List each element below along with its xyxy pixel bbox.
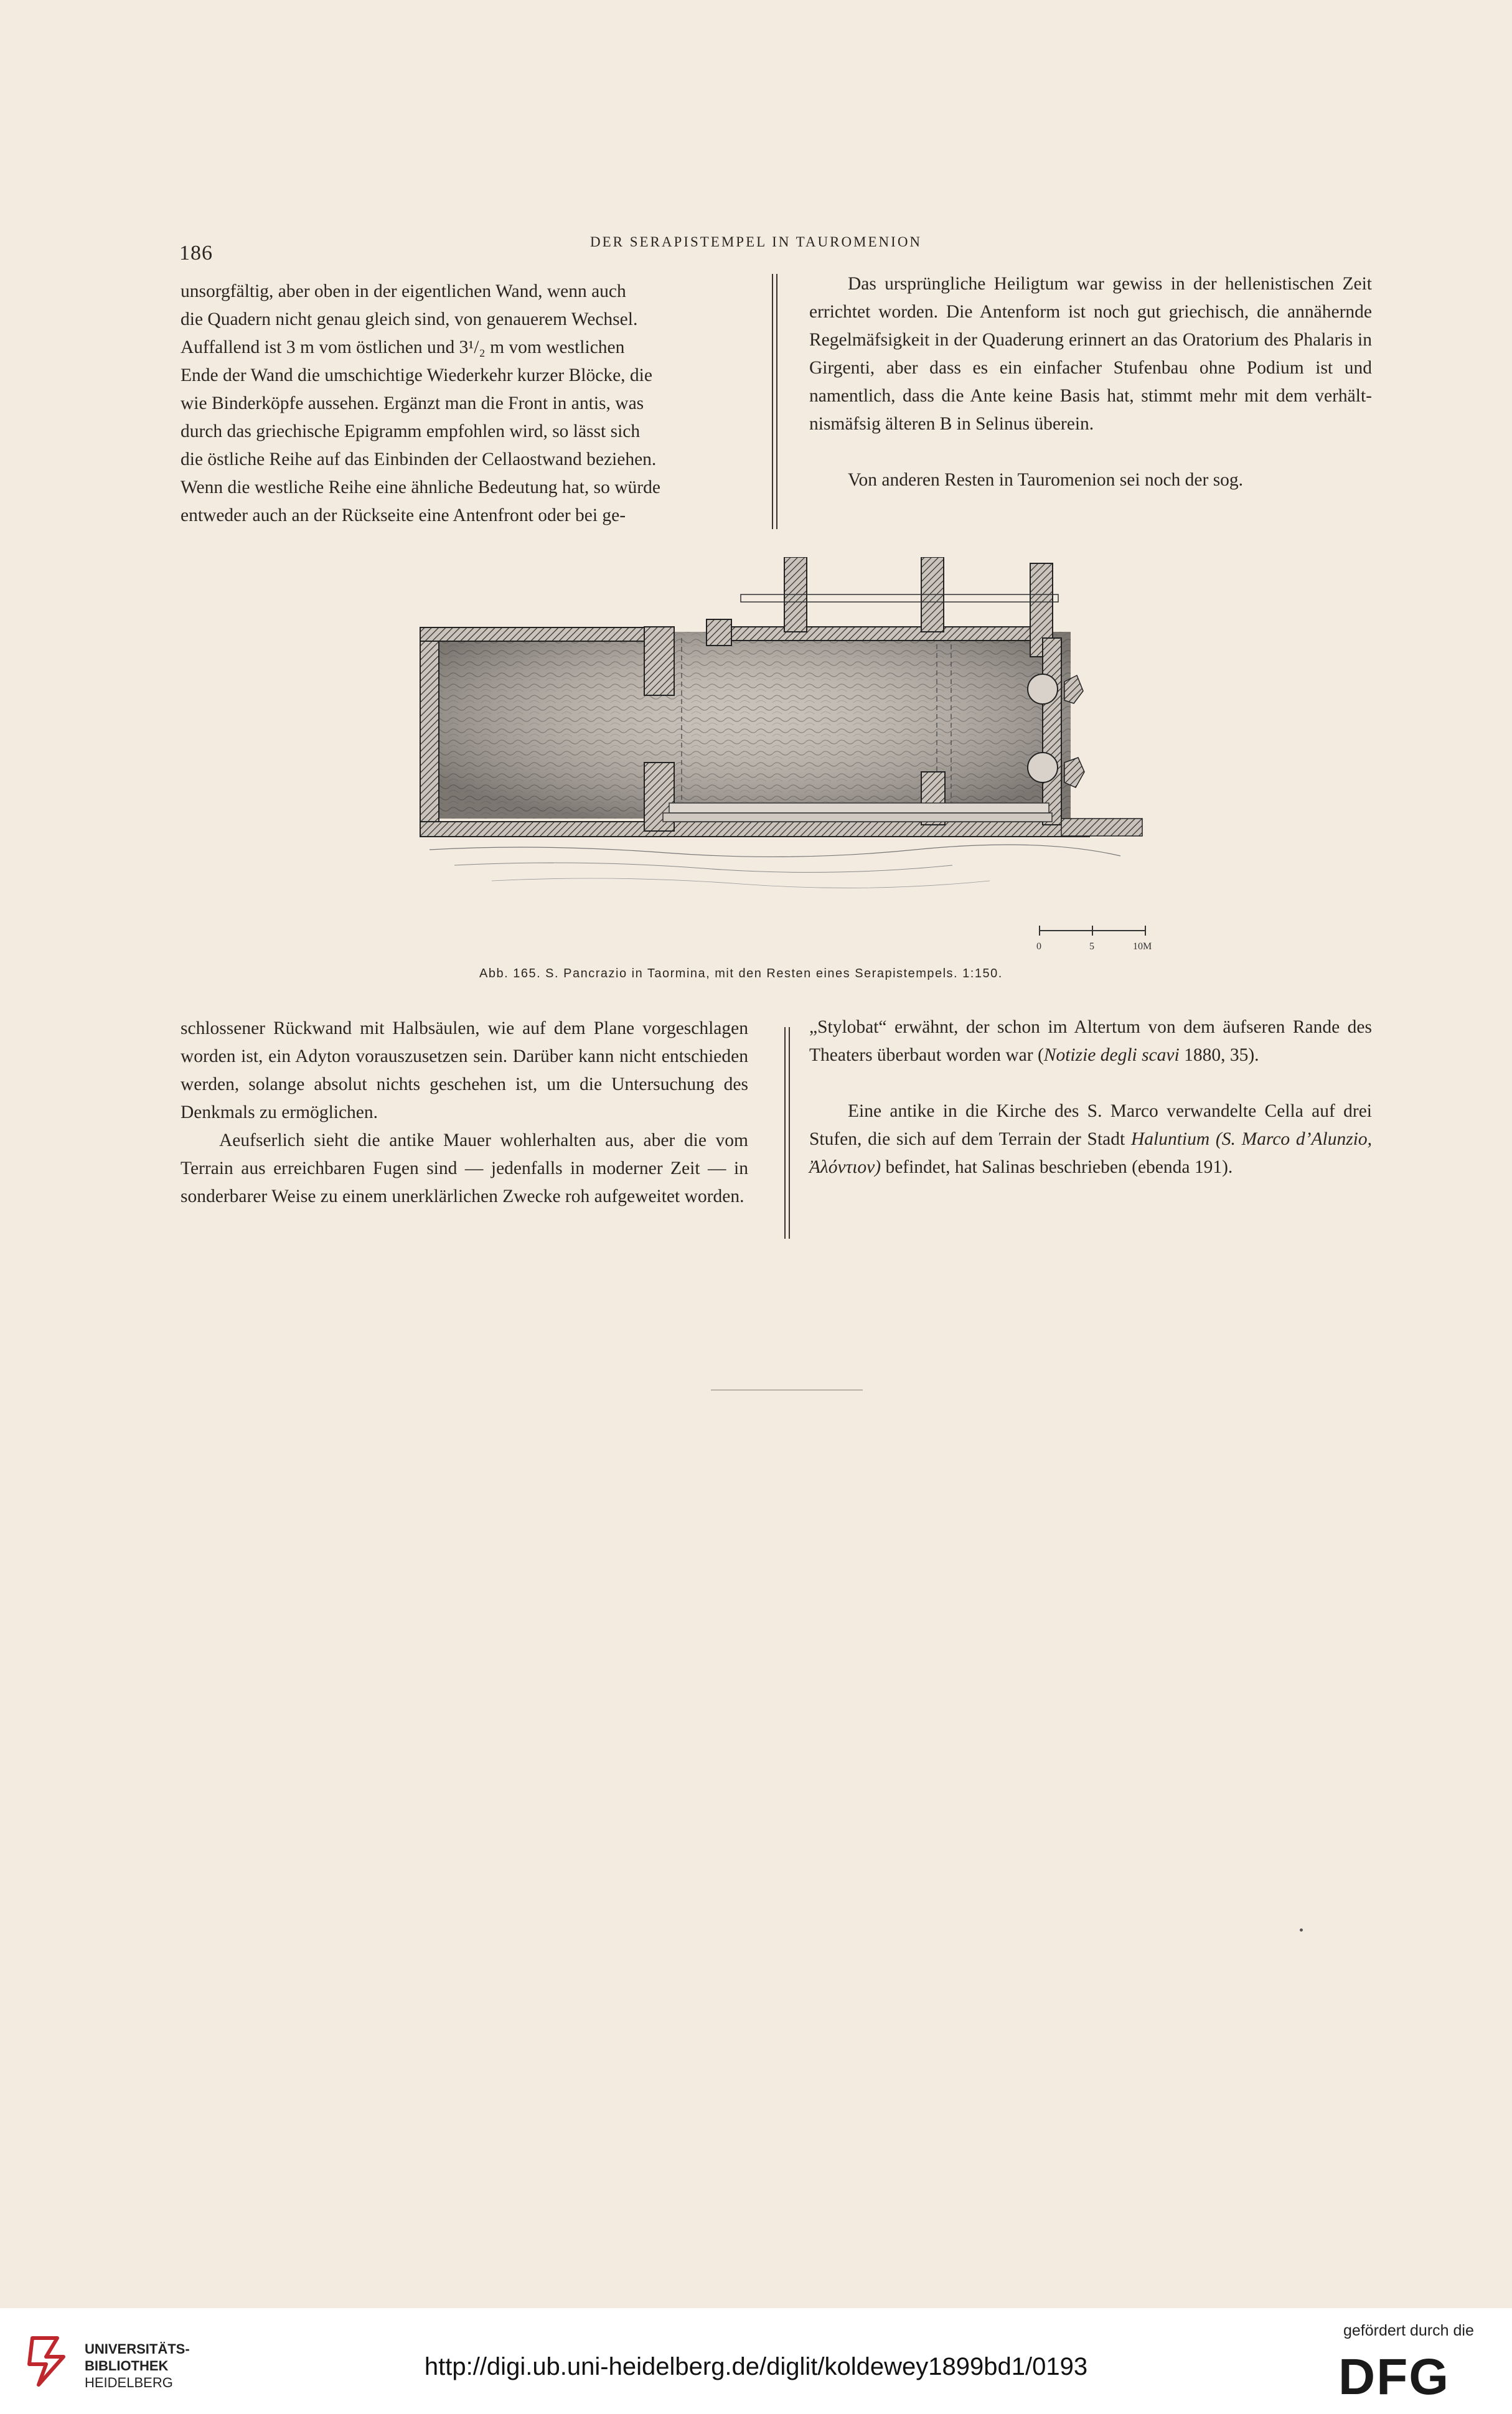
place-name: (S. Marco d’Alunzio, Ἀλόντιον) xyxy=(809,1129,1373,1177)
anta-head xyxy=(707,619,731,646)
column-right-top xyxy=(809,270,1372,494)
column-left-top xyxy=(181,278,748,530)
floor-shading xyxy=(430,632,1071,819)
ground-plan-drawing xyxy=(417,557,1170,962)
paragraph xyxy=(809,1097,1372,1181)
text-span: „Stylobat“ erwähnt, der schon im Altertum von dem äufseren Rande des Theaters überbaut worden war ( xyxy=(809,1017,1372,1065)
text-line: Auffallend ist 3 m vom östlichen und 3¹/₂ m vom westlichen xyxy=(181,337,625,357)
text-line: unsorgfältig, aber oben in der eigentlichen Wand, wenn auch xyxy=(181,281,626,301)
dfg-logo: DFG xyxy=(1338,2349,1450,2405)
text-span: befindet, hat Salinas beschrieben (ebenda 191). xyxy=(881,1157,1233,1177)
source-url-link[interactable]: http://digi.ub.uni-heidelberg.de/diglit/koldewey1899bd1/0193 xyxy=(424,2353,1088,2380)
south-wall xyxy=(420,822,1089,837)
running-title: DER SERAPISTEMPEL IN TAUROMENION xyxy=(589,234,923,250)
ground-line xyxy=(430,845,1120,857)
north-wall-east xyxy=(728,627,1052,641)
place-name: Haluntium xyxy=(1130,1129,1210,1149)
north-wall-west xyxy=(420,627,669,641)
text-line: die östliche Reihe auf das Einbinden der Cellaostwand beziehen. xyxy=(181,449,657,469)
anta-north xyxy=(644,627,674,695)
ground-plan-figure xyxy=(417,557,1170,962)
page-number: 186 xyxy=(179,242,213,265)
east-wall xyxy=(1043,638,1061,825)
scale-label: 10M xyxy=(1133,941,1152,952)
library-name-line: UNIVERSITÄTS- xyxy=(85,2341,190,2357)
fragment xyxy=(1064,758,1084,787)
citation-title: Notizie degli scavi xyxy=(1043,1045,1180,1065)
west-wall xyxy=(420,632,439,834)
paragraph: schlossener Rückwand mit Halbsäulen, wie auf dem Plane vorgeschlagen worden ist, ein Adyton vorauszusetzen sein. Darüber kann nicht entschieden werden, solange absolut nichts geschehen ist, um die Untersuchung des Denkmals zu ermöglichen. xyxy=(181,1018,748,1122)
scale-label: 0 xyxy=(1036,941,1041,952)
text-span xyxy=(1209,1129,1216,1149)
text-line: durch das griechische Epigramm empfohlen wird, so lässt sich xyxy=(181,421,641,441)
figure-caption: Abb. 165. S. Pancrazio in Taormina, mit den Resten eines Serapistempels. 1:150. xyxy=(479,967,1003,980)
funded-by-label: gefördert durch die xyxy=(1343,2322,1474,2339)
step xyxy=(663,813,1052,822)
end-rule xyxy=(711,1389,863,1391)
paragraph xyxy=(809,1013,1372,1069)
step xyxy=(669,803,1049,813)
speck xyxy=(1300,1928,1303,1932)
text-line: wie Binderköpfe aussehen. Ergänzt man die Front in antis, was xyxy=(181,393,644,413)
text-span: Eine antike in die Kirche des S. Marco verwandelte Cella auf drei Stufen, die sich auf dem Terrain der Stadt xyxy=(809,1101,1372,1149)
column-right-bottom xyxy=(809,1013,1372,1181)
ground-line xyxy=(454,863,952,872)
half-column xyxy=(1028,674,1058,704)
ground-line xyxy=(492,878,990,888)
south-east-block xyxy=(1061,819,1142,836)
paragraph: Von anderen Resten in Tauromenion sei noch der sog. xyxy=(848,470,1244,490)
paragraph: Das ursprüngliche Heiligtum war gewiss in der hellenistischen Zeit errichtet worden. Die Antenform ist noch gut griechisch, die annähernde Regelmäfsigkeit in der Quaderung erinnert an das Oratorium des Phalaris in Girgenti, aber dass es ein einfacher Stufenbau ohne Podium ist und namentlich, dass die Ante keine Basis hat, stimmt mehr mit dem verhältnismäfsig älteren B in Selinus überein. xyxy=(809,274,1372,434)
paragraph: Aeufserlich sieht die antike Mauer wohlerhalten aus, aber die vom Terrain aus erreichbaren Fugen sind — jedenfalls in moderner Zeit — in sonderbarer Weise zu einem unerklärlichen Zwecke roh aufgeweitet worden. xyxy=(181,1130,748,1206)
column-left-bottom xyxy=(181,1015,748,1211)
library-name-line: HEIDELBERG xyxy=(85,2375,173,2390)
text-span: 1880, 35). xyxy=(1179,1045,1259,1065)
half-column xyxy=(1028,753,1058,782)
column-divider xyxy=(784,1027,790,1239)
text-line: Wenn die westliche Reihe eine ähnliche Bedeutung hat, so würde xyxy=(181,477,660,497)
scale-label: 5 xyxy=(1089,941,1094,952)
text-line: entweder auch an der Rückseite eine Antenfront oder bei ge- xyxy=(181,505,626,525)
column-divider xyxy=(772,274,777,529)
footer-bar xyxy=(0,2308,1512,2414)
text-line: Ende der Wand die umschichtige Wiederkehr kurzer Blöcke, die xyxy=(181,365,652,385)
text-line: die Quadern nicht genau gleich sind, von genauerem Wechsel. xyxy=(181,309,638,329)
library-name-line: BIBLIOTHEK xyxy=(85,2358,169,2374)
